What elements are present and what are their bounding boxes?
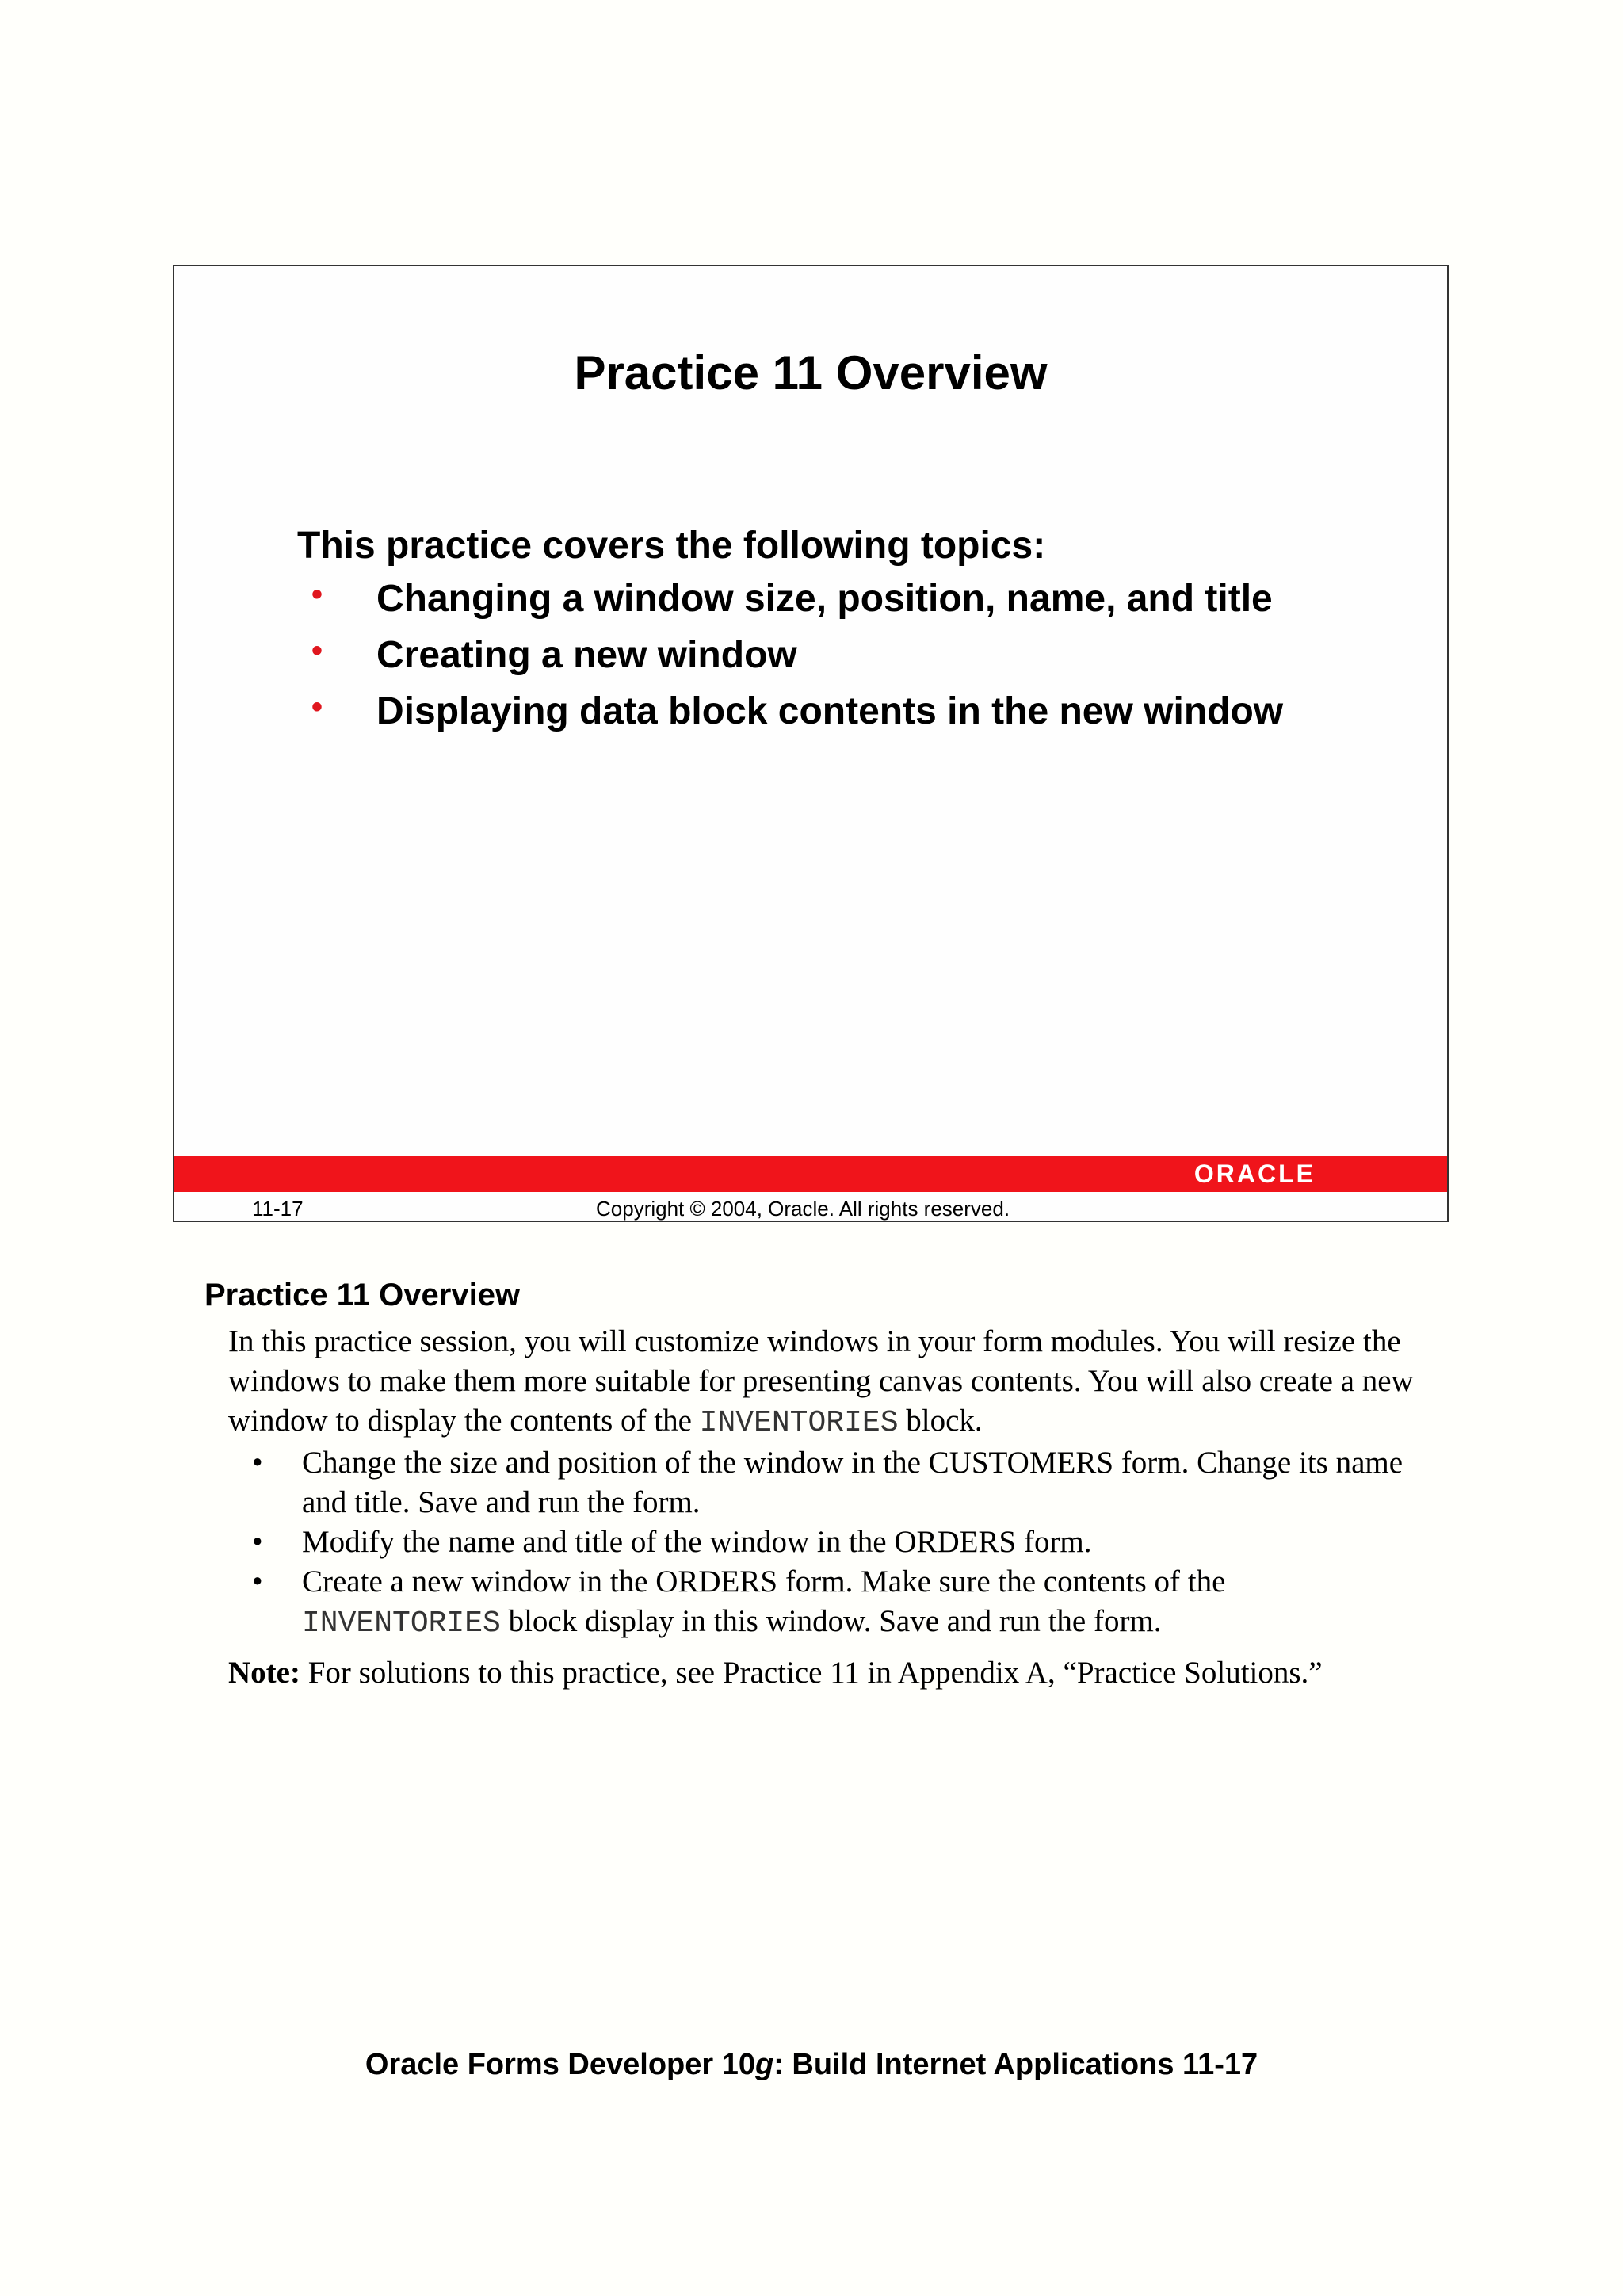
notes-bullet-item <box>228 1562 1417 1644</box>
slide-bullet-item <box>297 633 1283 690</box>
slide-footer <box>174 1192 1447 1222</box>
notes-paragraph <box>228 1322 1417 1443</box>
code-inventories: INVENTORIES <box>699 1406 899 1440</box>
slide-title: Practice 11 Overview <box>574 346 1048 399</box>
page-footer-text: Oracle Forms Developer 10 <box>365 2048 755 2081</box>
oracle-logo: ORACLE <box>1193 1159 1316 1188</box>
page-footer-italic: g <box>755 2048 774 2081</box>
code-inventories: INVENTORIES <box>302 1606 501 1641</box>
slide-red-bar <box>174 1156 1447 1192</box>
slide-frame <box>173 265 1449 1222</box>
bullet-icon: • <box>311 690 323 724</box>
slide-number: 11-17 <box>252 1197 304 1221</box>
notes-bullet-item <box>228 1522 1417 1562</box>
page-footer <box>0 2048 1623 2082</box>
notes-bullet-text: Change the size and position of the window in the CUSTOMERS form. Change its name and title. Save and run the form. <box>302 1446 1403 1519</box>
page-footer-text: : Build Internet Applications 11-17 <box>773 2048 1258 2081</box>
notes-bullet-list <box>228 1443 1417 1644</box>
note-label: Note: <box>228 1656 300 1690</box>
slide-intro: This practice covers the following topics: <box>297 525 1046 567</box>
notes-bullet-item <box>228 1443 1417 1522</box>
bullet-icon: • <box>311 577 323 612</box>
notes-paragraph-text: block. <box>898 1404 983 1438</box>
slide-bullet-item <box>297 577 1283 633</box>
bullet-icon: • <box>252 1446 263 1480</box>
notes-body <box>228 1322 1417 1693</box>
bullet-icon: • <box>252 1525 263 1559</box>
note-line <box>228 1653 1417 1693</box>
slide-bullet-list <box>297 577 1283 746</box>
slide-copyright: Copyright © 2004, Oracle. All rights reserved. <box>596 1197 1010 1221</box>
slide-bullet-item <box>297 690 1283 746</box>
notes-bullet-text: block display in this window. Save and run the form. <box>500 1604 1162 1638</box>
notes-paragraph-text: In this practice session, you will customize windows in your form modules. You will resize the windows to make them more suitable for presenting canvas contents. You will also create a new window to display the contents of the <box>228 1324 1414 1438</box>
slide-bullet-text: Changing a window size, position, name, and title <box>376 578 1273 620</box>
bullet-icon: • <box>252 1564 263 1599</box>
slide-bullet-text: Displaying data block contents in the new window <box>376 690 1284 732</box>
notes-heading: Practice 11 Overview <box>204 1278 521 1312</box>
bullet-icon: • <box>311 633 323 668</box>
notes-bullet-text: Create a new window in the ORDERS form. Make sure the contents of the <box>302 1564 1226 1599</box>
slide-bullet-text: Creating a new window <box>376 634 797 676</box>
note-text: For solutions to this practice, see Practice 11 in Appendix A, “Practice Solutions.” <box>300 1656 1323 1690</box>
notes-bullet-text: Modify the name and title of the window in the ORDERS form. <box>302 1525 1092 1559</box>
